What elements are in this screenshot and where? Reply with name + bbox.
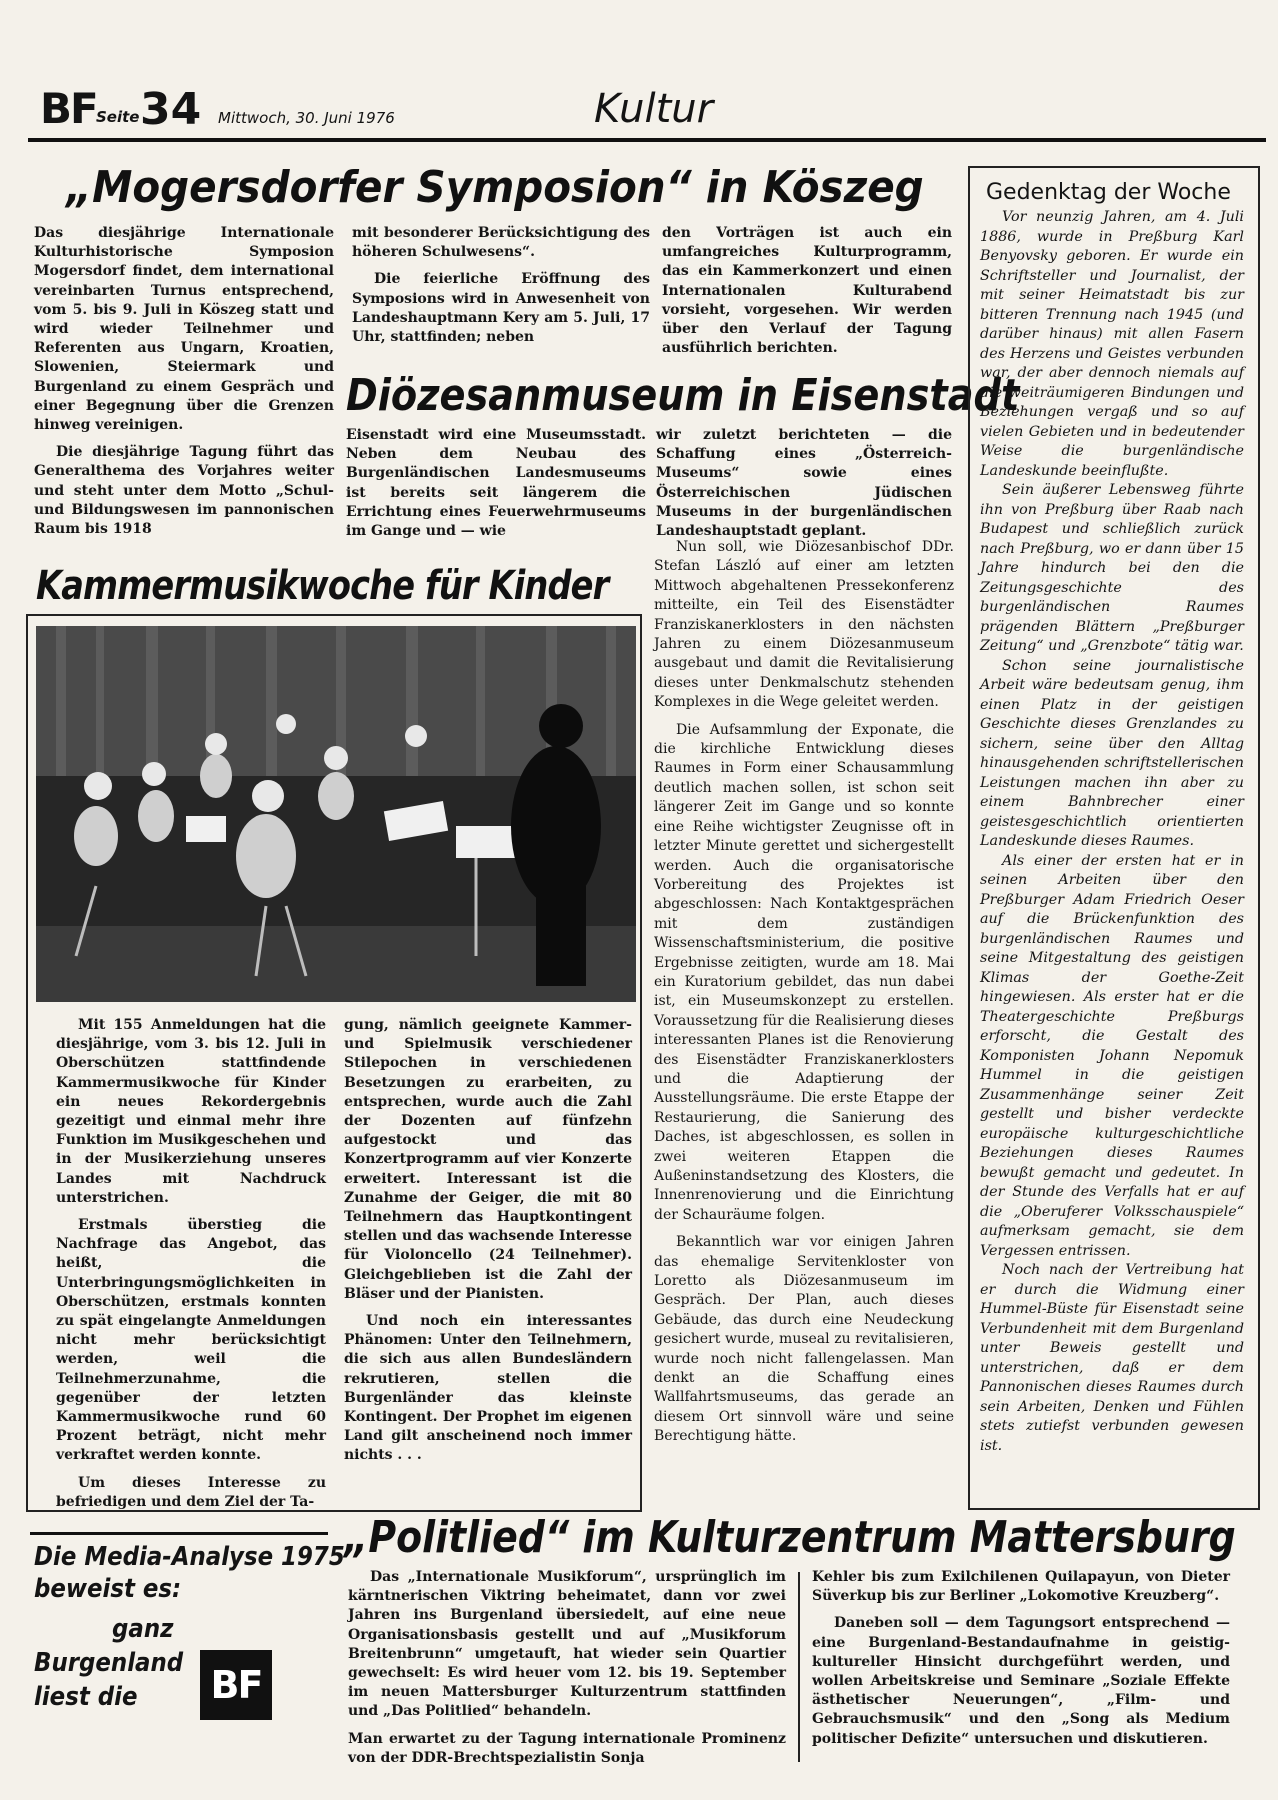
article3-paragraph: Und noch ein interessantes Phänomen: Unter den Teilnehmern, die sich aus allen Bundesländern rekrutieren, stellen die Burgenländer das kleinste Kontingent. Der Prophet im eigenen Land gilt anscheinend noch immer nichts . . .: [344, 1313, 632, 1464]
article1-paragraph: den Vorträgen ist auch ein umfangreiches Kulturprogramm, das ein Kammerkonzert und einen Internationalen Kulturabend vorsieht, vorgesehen. Wir werden über den Verlauf der Tagung ausführlich berichten.: [662, 225, 952, 357]
orchestra-photo: [36, 626, 636, 1002]
orchestra-photo-image: [36, 626, 636, 1002]
article2-column-2: [656, 426, 952, 549]
ad-line: ganz: [112, 1614, 174, 1644]
article2-headline: Diözesanmuseum in Eisenstadt: [346, 370, 1020, 421]
article3-paragraph: gung, nämlich geeignete Kammer- und Spielmusik verschiedener Stilepochen in verschiedenen Besetzungen zu erarbeiten, zu entsprechen, wurde auch die Zahl der Dozenten auf fünfzehn aufgestockt und das Konzertprogramm auf vier Konzerte erweitert. Interessant ist die Zunahme der Geiger, die mit 80 Teilnehmern das Hauptkontingent stellen und das wachsende Interesse für Violoncello (24 Teilnehmer). Gleichgeblieben ist die Zahl der Bläser und der Pianisten.: [344, 1017, 632, 1302]
article2-paragraph: wir zuletzt berichteten — die Schaffung eines „Österreich-Museums“ sowie eines Österreichischen Jüdischen Museums in der burgenländischen Landeshauptstadt geplant.: [656, 427, 952, 540]
ad-logo: BF: [200, 1650, 272, 1720]
article2-paragraph: Die Aufsammlung der Exponate, die die kirchliche Entwicklung dieses Raumes in Form einer Schausammlung deutlich machen sollen, ist schon seit längerer Zeit im Gange und so konnte eine Reihe wichtigster Zeugnisse oft in letzter Minute gerettet und sichergestellt werden. Auch die organisatorische Vorbereitung des Projektes ist abgeschlossen: Nach Kontaktgesprächen mit dem zuständigen Wissenschaftsministerium, die positive Ergebnisse zeitigten, wurde am 18. Mai ein Kuratorium gebildet, das nun dabei ist, ein Museumskonzept zu erstellen. Voraussetzung für die Realisierung dieses interessanten Planes ist die Renovierung des Eisenstädter Franziskanerklosters und die Adaptierung der Ausstellungsräume. Die erste Etappe der Restaurierung, die Sanierung des Daches, ist abgeschlossen, es sollen in zwei weiteren Etappen die Außeninstandsetzung des Klosters, die Innenrenovierung und die Einrichtung der Schauräume folgen.: [654, 721, 954, 1223]
article4-paragraph: Kehler bis zum Exilchilenen Quilapayun, von Dieter Süverkup bis zur Berliner „Lokomotive Kreuzberg“.: [812, 1569, 1230, 1605]
masthead-rule: [28, 138, 1266, 142]
article4-headline: „Politlied“ im Kulturzentrum Mattersburg: [344, 1512, 1236, 1563]
article1-paragraph: mit besonderer Berücksichtigung des höheren Schulwesens“.: [352, 225, 650, 261]
article1-column-2: [352, 224, 650, 355]
sidebar-paragraph: Sein äußerer Lebensweg führte ihn von Preßburg über Raab nach Budapest und schließlich zurück nach Preßburg, wo er dann über 15 Jahre hindurch bei den die Zeitungsgeschichte des burgenländischen Raumes prägenden Blättern „Preßburger Zeitung“ und „Grenzbote“ tätig war.: [980, 482, 1244, 654]
article3-paragraph: Um dieses Interesse zu befriedigen und dem Ziel der Ta-: [56, 1474, 326, 1510]
article2-column-1: [346, 426, 646, 549]
sidebar-title: Gedenktag der Woche: [986, 180, 1231, 205]
article4-paragraph: Das „Internationale Musikforum“, ursprünglich im kärntnerischen Viktring beheimatet, dann vor zwei Jahren ins Burgenland übersiedelt, auf eine neue Organisationsbasis gestellt und auf „Musikforum Breitenbrunn“ umgetauft, hat wieder sein Quartier gewechselt: Es wird heuer vom 12. bis 19. September im neuen Mattersburger Kulturzentrum stattfinden und „Das Politlied“ behandeln.: [348, 1569, 786, 1720]
article1-column-3: [662, 224, 952, 366]
article2-paragraph: Eisenstadt wird eine Museumsstadt. Neben dem Neubau des Burgenländischen Landesmuseums ist bereits seit längerem die Errichtung eines Feuerwehrmuseums im Gange und — wie: [346, 427, 646, 540]
article1-paragraph: Das diesjährige Internationale Kulturhistorische Symposion Mogersdorf findet, dem international vereinbarten Turnus entsprechend, vom 5. bis 9. Juli in Köszeg statt und wird wieder Teilnehmer und Referenten aus Ungarn, Kroatien, Slowenien, Steiermark und Burgenland zu einem Gespräch und einer Begegnung über die Grenzen hinweg vereinigen.: [34, 225, 334, 434]
article2-paragraph: Bekanntlich war vor einigen Jahren das ehemalige Servitenkloster von Loretto als Diözesanmuseum im Gespräch. Der Plan, auch dieses Gebäude, das durch eine Neudeckung gesichert wurde, museal zu revitalisieren, wurde noch nicht fallengelassen. Man denkt an die Schaffung eines Wallfahrtsmuseums, das gerade an diesem Ort sinnvoll wäre und seine Berechtigung hätte.: [654, 1234, 954, 1445]
article1-paragraph: Die diesjährige Tagung führt das Generalthema des Vorjahres weiter und steht unter dem Motto „Schul- und Bildungswesen im pannonischen Raum bis 1918: [34, 444, 334, 538]
masthead-seite-label: Seite: [96, 108, 140, 126]
article2-paragraph: Nun soll, wie Diözesanbischof DDr. Stefan László auf einer am letzten Mittwoch abgehaltenen Pressekonferenz mitteilte, ein Teil des Eisenstädter Franziskanerklosters in den nächsten Jahren zu einem Diözesanmuseum ausgebaut und damit die Revitalisierung dieses unter Denkmalschutz stehenden Komplexes in die Wege geleitet werden.: [654, 539, 954, 711]
ad-line: Burgenland: [34, 1648, 184, 1678]
ad-line: Die Media-Analyse 1975: [34, 1542, 345, 1572]
article4-column-2: [812, 1568, 1230, 1757]
article3-paragraph: Erstmals überstieg die Nachfrage das Angebot, das heißt, die Unterbringungsmöglichkeiten in Oberschützen, erstmals konnten zu spät eingelangte Anmeldungen nicht mehr berücksichtigt werden, weil die Teilnehmerzunahme, die gegenüber der letzten Kammermusikwoche rund 60 Prozent beträgt, nicht mehr verkraftet werden konnte.: [56, 1217, 326, 1464]
sidebar-paragraph: Vor neunzig Jahren, am 4. Juli 1886, wurde in Preßburg Karl Benyovsky geboren. Er wurde ein Schriftsteller und Journalist, der mit seiner Heimatstadt bis zur bitteren Trennung nach 1945 (und darüber hinaus) mit allen Fasern des Herzens und Geistes verbunden war, der aber dennoch niemals auf die weiträumigeren Bindungen und Beziehungen vergaß und so auf vielen Gebieten und in bedeutender Weise die burgenländische Landeskunde beeinflußte.: [980, 209, 1244, 479]
ad-line: liest die: [34, 1682, 138, 1712]
section-title: Kultur: [594, 86, 714, 132]
issue-date: Mittwoch, 30. Juni 1976: [218, 109, 395, 127]
ad-line: beweist es:: [34, 1574, 182, 1604]
column-rule: [798, 1572, 800, 1762]
page-number: 34: [140, 84, 202, 135]
article3-headline: Kammermusikwoche für Kinder: [36, 563, 609, 609]
sidebar-paragraph: Schon seine journalistische Arbeit wäre bedeutsam genug, ihm einen Platz in der geistigen Geschichte dieses Grenzlandes zu sichern, seine über den Alltag hinausgehenden schriftstellerischen Leistungen machen ihn aber zu einem Bahnbrecher einer geistesgeschichtlich orientierten Landeskunde dieses Raumes.: [980, 657, 1244, 849]
article1-headline: „Mogersdorfer Symposion“ in Köszeg: [66, 162, 924, 213]
article4-column-1: [348, 1568, 786, 1776]
article1-column-1: [34, 224, 334, 547]
masthead-logo: BF: [40, 84, 97, 133]
article3-column-1: [56, 1016, 326, 1520]
sidebar-paragraph: Als einer der ersten hat er in seinen Arbeiten über den Preßburger Adam Friedrich Oeser auf die Brückenfunktion des burgenländischen Raumes und seine Mitgestaltung des geistigen Klimas der Goethe-Zeit hingewiesen. Als erster hat er die Theatergeschichte Preßburgs erforscht, die Gestalt des Komponisten Johann Nepomuk Hummel in die geistigen Zusammenhänge seiner Zeit gestellt und bisher verdeckte europäische kulturgeschichtliche Beziehungen dieses Raumes bewußt gemacht und gedeutet. In der Stunde des Verfalls hat er auf die „Oberuferer Volksschauspiele“ aufmerksam gemacht, sie dem Vergessen entrissen.: [980, 852, 1244, 1259]
article1-paragraph: Die feierliche Eröffnung des Symposions wird in Anwesenheit von Landeshauptmann Kery am 5. Juli, 17 Uhr, stattfinden; neben: [352, 271, 650, 346]
article4-paragraph: Daneben soll — dem Tagungsort entsprechend — eine Burgenland-Bestandaufnahme in geistig-kultureller Hinsicht durchgeführt werden, und wollen Arbeitskreise und Seminare „Soziale Effekte ästhetischer Neuerungen“, „Film- und Gebrauchsmusik“ und den „Song als Medium politischer Defizite“ untersuchen und diskutieren.: [812, 1615, 1230, 1747]
article4-paragraph: Man erwartet zu der Tagung internationale Prominenz von der DDR-Brechtspezialistin Sonja: [348, 1730, 786, 1766]
article2-column-3: [654, 538, 954, 1455]
sidebar-text: [980, 208, 1244, 1456]
sidebar-paragraph: Noch nach der Vertreibung hat er durch die Widmung einer Hummel-Büste für Eisenstadt seine Verbundenheit mit dem Burgenland unter Beweis gestellt und unterstrichen, daß er dem Pannonischen dieses Raumes durch sein Arbeiten, Denken und Fühlen stets zutiefst verbunden gewesen ist.: [980, 1262, 1244, 1454]
article3-paragraph: Mit 155 Anmeldungen hat die diesjährige, vom 3. bis 12. Juli in Oberschützen stattfindende Kammermusikwoche für Kinder ein neues Rekordergebnis gezeitigt und einmal mehr ihre Funktion im Musikgeschehen und in der Musikerziehung unseres Landes mit Nachdruck unterstrichen.: [56, 1017, 326, 1206]
article3-column-2: [344, 1016, 632, 1474]
